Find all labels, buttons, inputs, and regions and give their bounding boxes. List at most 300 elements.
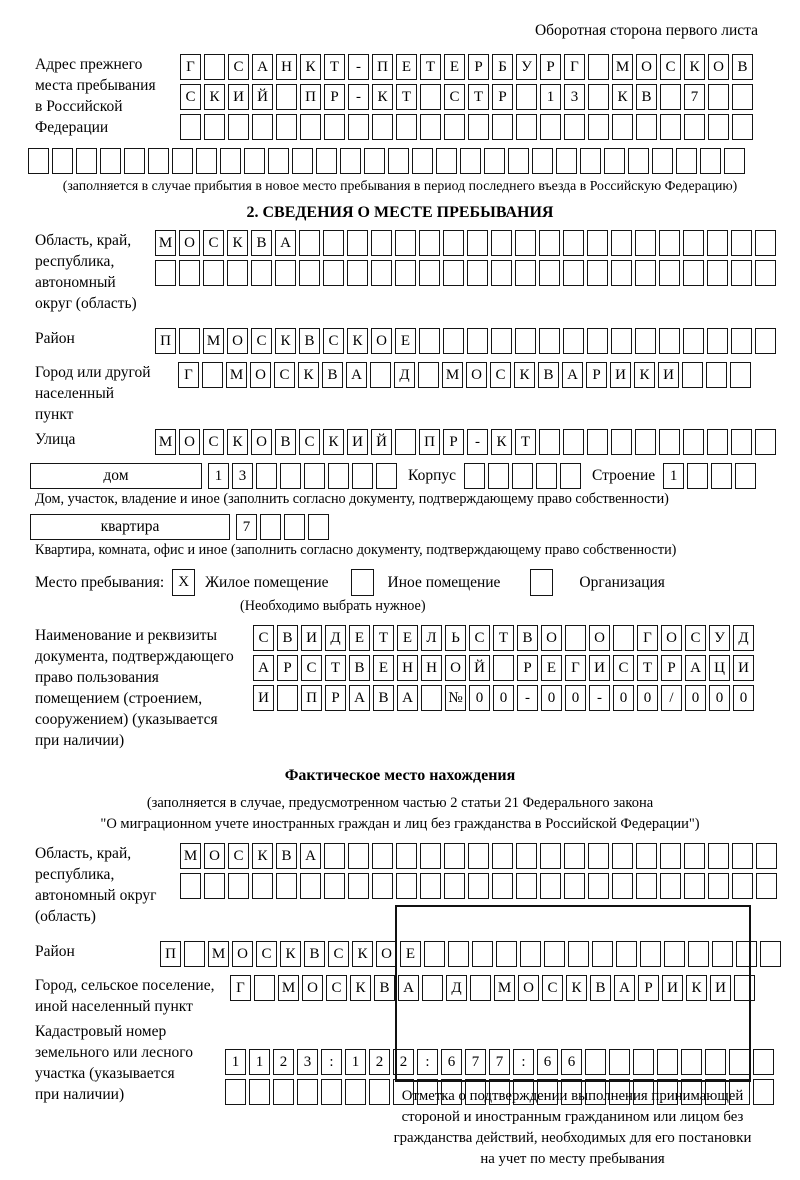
apartment-number-row[interactable] <box>236 514 332 540</box>
char-cell[interactable]: О <box>518 975 539 1001</box>
char-cell[interactable]: 1 <box>540 84 561 110</box>
char-cell[interactable]: Б <box>492 54 513 80</box>
char-cell[interactable] <box>611 328 632 354</box>
char-cell[interactable] <box>760 941 781 967</box>
char-cell[interactable]: В <box>277 625 298 651</box>
char-cell[interactable] <box>735 463 756 489</box>
char-cell[interactable]: Р <box>638 975 659 1001</box>
char-cell[interactable] <box>420 114 441 140</box>
char-cell[interactable]: С <box>203 429 224 455</box>
char-cell[interactable] <box>492 843 513 869</box>
stay-option-other-checkbox[interactable] <box>351 569 374 596</box>
char-cell[interactable]: Р <box>661 655 682 681</box>
char-cell[interactable] <box>660 84 681 110</box>
char-cell[interactable] <box>251 260 272 286</box>
char-cell[interactable] <box>732 873 753 899</box>
char-cell[interactable] <box>587 230 608 256</box>
char-cell[interactable] <box>179 260 200 286</box>
char-cell[interactable] <box>276 873 297 899</box>
char-cell[interactable]: О <box>302 975 323 1001</box>
char-cell[interactable]: 6 <box>441 1049 462 1075</box>
char-cell[interactable] <box>396 873 417 899</box>
char-cell[interactable]: И <box>589 655 610 681</box>
char-cell[interactable] <box>348 843 369 869</box>
char-cell[interactable] <box>516 873 537 899</box>
char-cell[interactable] <box>260 514 281 540</box>
char-cell[interactable]: Р <box>277 655 298 681</box>
char-cell[interactable]: К <box>352 941 373 967</box>
char-cell[interactable] <box>252 114 273 140</box>
char-cell[interactable]: 0 <box>469 685 490 711</box>
char-cell[interactable] <box>755 230 776 256</box>
char-cell[interactable] <box>443 260 464 286</box>
char-cell[interactable]: М <box>208 941 229 967</box>
char-cell[interactable] <box>659 328 680 354</box>
char-cell[interactable]: Д <box>733 625 754 651</box>
char-cell[interactable]: В <box>251 230 272 256</box>
char-cell[interactable] <box>204 873 225 899</box>
char-cell[interactable] <box>299 230 320 256</box>
char-cell[interactable]: О <box>636 54 657 80</box>
char-cell[interactable] <box>588 84 609 110</box>
char-cell[interactable]: К <box>280 941 301 967</box>
char-cell[interactable]: П <box>372 54 393 80</box>
char-cell[interactable] <box>612 843 633 869</box>
document-row-3[interactable] <box>253 685 757 711</box>
char-cell[interactable]: С <box>301 655 322 681</box>
char-cell[interactable]: Н <box>276 54 297 80</box>
char-cell[interactable]: - <box>589 685 610 711</box>
char-cell[interactable]: А <box>253 655 274 681</box>
char-cell[interactable]: И <box>710 975 731 1001</box>
char-cell[interactable]: С <box>542 975 563 1001</box>
char-cell[interactable] <box>684 843 705 869</box>
char-cell[interactable]: В <box>517 625 538 651</box>
char-cell[interactable] <box>515 230 536 256</box>
char-cell[interactable] <box>372 843 393 869</box>
char-cell[interactable]: - <box>467 429 488 455</box>
char-cell[interactable] <box>323 230 344 256</box>
char-cell[interactable]: К <box>347 328 368 354</box>
char-cell[interactable] <box>254 975 275 1001</box>
char-cell[interactable] <box>753 1049 774 1075</box>
char-cell[interactable]: Т <box>325 655 346 681</box>
char-cell[interactable] <box>276 114 297 140</box>
char-cell[interactable]: А <box>346 362 367 388</box>
char-cell[interactable]: Т <box>324 54 345 80</box>
char-cell[interactable]: А <box>275 230 296 256</box>
char-cell[interactable]: А <box>252 54 273 80</box>
char-cell[interactable]: М <box>278 975 299 1001</box>
char-cell[interactable]: И <box>733 655 754 681</box>
char-cell[interactable] <box>532 148 553 174</box>
char-cell[interactable] <box>252 873 273 899</box>
char-cell[interactable] <box>707 429 728 455</box>
char-cell[interactable]: М <box>612 54 633 80</box>
char-cell[interactable]: В <box>304 941 325 967</box>
char-cell[interactable] <box>488 463 509 489</box>
char-cell[interactable] <box>484 148 505 174</box>
char-cell[interactable]: Е <box>373 655 394 681</box>
char-cell[interactable]: 1 <box>663 463 684 489</box>
char-cell[interactable] <box>347 260 368 286</box>
char-cell[interactable] <box>731 260 752 286</box>
char-cell[interactable] <box>419 230 440 256</box>
char-cell[interactable] <box>396 843 417 869</box>
char-cell[interactable]: Е <box>444 54 465 80</box>
char-cell[interactable]: 1 <box>249 1049 270 1075</box>
char-cell[interactable] <box>324 843 345 869</box>
char-cell[interactable]: К <box>300 54 321 80</box>
char-cell[interactable]: 2 <box>273 1049 294 1075</box>
char-cell[interactable] <box>204 54 225 80</box>
char-cell[interactable] <box>516 843 537 869</box>
char-cell[interactable]: В <box>538 362 559 388</box>
char-cell[interactable]: Р <box>443 429 464 455</box>
char-cell[interactable] <box>683 260 704 286</box>
char-cell[interactable] <box>345 1079 366 1105</box>
char-cell[interactable]: О <box>251 429 272 455</box>
char-cell[interactable] <box>684 873 705 899</box>
prev-address-row-3[interactable] <box>180 114 756 140</box>
char-cell[interactable] <box>292 148 313 174</box>
char-cell[interactable] <box>275 260 296 286</box>
char-cell[interactable] <box>468 873 489 899</box>
char-cell[interactable] <box>652 148 673 174</box>
char-cell[interactable]: В <box>374 975 395 1001</box>
char-cell[interactable] <box>395 260 416 286</box>
char-cell[interactable]: О <box>179 429 200 455</box>
char-cell[interactable] <box>300 114 321 140</box>
char-cell[interactable]: Л <box>421 625 442 651</box>
char-cell[interactable] <box>708 84 729 110</box>
char-cell[interactable] <box>280 463 301 489</box>
prev-address-row-2[interactable] <box>180 84 756 110</box>
char-cell[interactable]: В <box>275 429 296 455</box>
char-cell[interactable] <box>540 114 561 140</box>
char-cell[interactable]: К <box>227 429 248 455</box>
char-cell[interactable]: В <box>299 328 320 354</box>
char-cell[interactable]: И <box>301 625 322 651</box>
stroenie-row[interactable] <box>663 463 759 489</box>
char-cell[interactable] <box>348 114 369 140</box>
char-cell[interactable]: К <box>227 230 248 256</box>
char-cell[interactable]: В <box>322 362 343 388</box>
char-cell[interactable] <box>323 260 344 286</box>
char-cell[interactable] <box>172 148 193 174</box>
char-cell[interactable] <box>635 429 656 455</box>
fact-region-row-1[interactable] <box>180 843 780 869</box>
char-cell[interactable]: С <box>180 84 201 110</box>
char-cell[interactable]: К <box>323 429 344 455</box>
city-row[interactable] <box>178 362 754 388</box>
char-cell[interactable]: О <box>661 625 682 651</box>
char-cell[interactable] <box>228 873 249 899</box>
char-cell[interactable]: № <box>445 685 466 711</box>
char-cell[interactable]: О <box>589 625 610 651</box>
char-cell[interactable] <box>468 114 489 140</box>
char-cell[interactable] <box>684 114 705 140</box>
char-cell[interactable] <box>444 843 465 869</box>
char-cell[interactable]: С <box>685 625 706 651</box>
char-cell[interactable] <box>687 463 708 489</box>
char-cell[interactable]: Й <box>469 655 490 681</box>
char-cell[interactable]: Г <box>180 54 201 80</box>
char-cell[interactable]: С <box>256 941 277 967</box>
char-cell[interactable] <box>371 260 392 286</box>
char-cell[interactable]: К <box>252 843 273 869</box>
char-cell[interactable] <box>539 429 560 455</box>
char-cell[interactable]: Е <box>395 328 416 354</box>
char-cell[interactable]: 7 <box>465 1049 486 1075</box>
char-cell[interactable]: К <box>298 362 319 388</box>
char-cell[interactable]: 2 <box>393 1049 414 1075</box>
char-cell[interactable] <box>539 328 560 354</box>
char-cell[interactable] <box>268 148 289 174</box>
char-cell[interactable] <box>730 362 751 388</box>
char-cell[interactable] <box>588 873 609 899</box>
char-cell[interactable] <box>491 230 512 256</box>
char-cell[interactable] <box>756 873 777 899</box>
char-cell[interactable] <box>707 260 728 286</box>
char-cell[interactable]: - <box>517 685 538 711</box>
char-cell[interactable]: К <box>275 328 296 354</box>
char-cell[interactable]: 7 <box>489 1049 510 1075</box>
char-cell[interactable] <box>467 230 488 256</box>
char-cell[interactable] <box>613 625 634 651</box>
char-cell[interactable]: М <box>442 362 463 388</box>
char-cell[interactable]: С <box>326 975 347 1001</box>
char-cell[interactable]: С <box>274 362 295 388</box>
char-cell[interactable] <box>706 362 727 388</box>
char-cell[interactable]: И <box>662 975 683 1001</box>
char-cell[interactable]: Р <box>492 84 513 110</box>
char-cell[interactable]: К <box>491 429 512 455</box>
char-cell[interactable] <box>659 260 680 286</box>
char-cell[interactable] <box>588 114 609 140</box>
char-cell[interactable] <box>468 843 489 869</box>
char-cell[interactable]: И <box>658 362 679 388</box>
char-cell[interactable] <box>491 260 512 286</box>
char-cell[interactable]: С <box>323 328 344 354</box>
char-cell[interactable] <box>682 362 703 388</box>
char-cell[interactable] <box>304 463 325 489</box>
char-cell[interactable] <box>587 260 608 286</box>
document-row-2[interactable] <box>253 655 757 681</box>
char-cell[interactable]: К <box>372 84 393 110</box>
char-cell[interactable] <box>376 463 397 489</box>
char-cell[interactable] <box>732 114 753 140</box>
char-cell[interactable]: Г <box>565 655 586 681</box>
char-cell[interactable]: П <box>160 941 181 967</box>
char-cell[interactable]: Г <box>637 625 658 651</box>
char-cell[interactable] <box>565 625 586 651</box>
char-cell[interactable] <box>588 54 609 80</box>
char-cell[interactable] <box>731 328 752 354</box>
char-cell[interactable]: Е <box>541 655 562 681</box>
char-cell[interactable] <box>635 328 656 354</box>
char-cell[interactable] <box>348 873 369 899</box>
char-cell[interactable] <box>564 114 585 140</box>
char-cell[interactable]: Г <box>178 362 199 388</box>
char-cell[interactable] <box>700 148 721 174</box>
char-cell[interactable] <box>180 114 201 140</box>
char-cell[interactable]: М <box>155 230 176 256</box>
char-cell[interactable]: / <box>661 685 682 711</box>
char-cell[interactable]: М <box>155 429 176 455</box>
char-cell[interactable]: Д <box>446 975 467 1001</box>
char-cell[interactable] <box>100 148 121 174</box>
char-cell[interactable] <box>444 114 465 140</box>
char-cell[interactable]: Т <box>420 54 441 80</box>
char-cell[interactable]: Р <box>540 54 561 80</box>
char-cell[interactable]: К <box>634 362 655 388</box>
char-cell[interactable] <box>227 260 248 286</box>
char-cell[interactable]: Ц <box>709 655 730 681</box>
char-cell[interactable]: Й <box>252 84 273 110</box>
char-cell[interactable]: П <box>300 84 321 110</box>
char-cell[interactable]: : <box>417 1049 438 1075</box>
char-cell[interactable] <box>731 429 752 455</box>
char-cell[interactable]: У <box>516 54 537 80</box>
char-cell[interactable]: 2 <box>369 1049 390 1075</box>
korpus-row[interactable] <box>464 463 584 489</box>
char-cell[interactable] <box>467 328 488 354</box>
char-cell[interactable]: Д <box>325 625 346 651</box>
char-cell[interactable] <box>660 843 681 869</box>
char-cell[interactable]: А <box>614 975 635 1001</box>
char-cell[interactable] <box>460 148 481 174</box>
char-cell[interactable]: Р <box>586 362 607 388</box>
char-cell[interactable]: Н <box>397 655 418 681</box>
char-cell[interactable] <box>492 114 513 140</box>
char-cell[interactable]: О <box>445 655 466 681</box>
char-cell[interactable] <box>564 843 585 869</box>
house-type-box[interactable]: дом <box>30 463 202 489</box>
char-cell[interactable]: - <box>348 84 369 110</box>
char-cell[interactable] <box>492 873 513 899</box>
char-cell[interactable] <box>179 328 200 354</box>
char-cell[interactable] <box>564 873 585 899</box>
char-cell[interactable]: Т <box>493 625 514 651</box>
char-cell[interactable] <box>540 873 561 899</box>
char-cell[interactable]: С <box>490 362 511 388</box>
char-cell[interactable] <box>588 843 609 869</box>
char-cell[interactable] <box>683 429 704 455</box>
char-cell[interactable]: К <box>686 975 707 1001</box>
char-cell[interactable]: Р <box>468 54 489 80</box>
char-cell[interactable]: Т <box>396 84 417 110</box>
char-cell[interactable] <box>364 148 385 174</box>
char-cell[interactable] <box>580 148 601 174</box>
char-cell[interactable]: И <box>253 685 274 711</box>
char-cell[interactable]: К <box>612 84 633 110</box>
char-cell[interactable] <box>635 260 656 286</box>
char-cell[interactable]: О <box>232 941 253 967</box>
char-cell[interactable]: 0 <box>685 685 706 711</box>
char-cell[interactable]: : <box>321 1049 342 1075</box>
char-cell[interactable]: Т <box>468 84 489 110</box>
char-cell[interactable]: 7 <box>236 514 257 540</box>
char-cell[interactable]: 6 <box>537 1049 558 1075</box>
char-cell[interactable]: Г <box>564 54 585 80</box>
char-cell[interactable] <box>273 1079 294 1105</box>
char-cell[interactable]: Г <box>230 975 251 1001</box>
char-cell[interactable] <box>676 148 697 174</box>
char-cell[interactable] <box>28 148 49 174</box>
char-cell[interactable] <box>52 148 73 174</box>
char-cell[interactable] <box>203 260 224 286</box>
char-cell[interactable]: О <box>179 230 200 256</box>
char-cell[interactable]: С <box>444 84 465 110</box>
char-cell[interactable] <box>611 230 632 256</box>
char-cell[interactable]: Р <box>517 655 538 681</box>
char-cell[interactable]: К <box>204 84 225 110</box>
char-cell[interactable] <box>563 230 584 256</box>
char-cell[interactable]: М <box>180 843 201 869</box>
char-cell[interactable] <box>443 328 464 354</box>
stay-option-organization-checkbox[interactable] <box>530 569 553 596</box>
char-cell[interactable] <box>395 429 416 455</box>
char-cell[interactable] <box>370 362 391 388</box>
char-cell[interactable] <box>244 148 265 174</box>
char-cell[interactable] <box>328 463 349 489</box>
char-cell[interactable] <box>340 148 361 174</box>
char-cell[interactable]: С <box>660 54 681 80</box>
char-cell[interactable] <box>707 230 728 256</box>
char-cell[interactable] <box>421 685 442 711</box>
char-cell[interactable]: С <box>613 655 634 681</box>
document-row-1[interactable] <box>253 625 757 651</box>
char-cell[interactable] <box>587 429 608 455</box>
char-cell[interactable]: В <box>373 685 394 711</box>
char-cell[interactable] <box>277 685 298 711</box>
char-cell[interactable]: 0 <box>709 685 730 711</box>
char-cell[interactable] <box>316 148 337 174</box>
char-cell[interactable] <box>536 463 557 489</box>
prev-address-row-4[interactable] <box>28 148 800 174</box>
char-cell[interactable]: С <box>203 230 224 256</box>
char-cell[interactable]: В <box>636 84 657 110</box>
char-cell[interactable]: П <box>301 685 322 711</box>
char-cell[interactable] <box>347 230 368 256</box>
char-cell[interactable]: О <box>250 362 271 388</box>
char-cell[interactable]: 3 <box>232 463 253 489</box>
char-cell[interactable] <box>563 260 584 286</box>
char-cell[interactable]: А <box>398 975 419 1001</box>
char-cell[interactable]: В <box>732 54 753 80</box>
char-cell[interactable] <box>443 230 464 256</box>
char-cell[interactable] <box>228 114 249 140</box>
char-cell[interactable] <box>76 148 97 174</box>
char-cell[interactable] <box>388 148 409 174</box>
char-cell[interactable]: П <box>155 328 176 354</box>
char-cell[interactable]: Й <box>371 429 392 455</box>
char-cell[interactable]: Т <box>515 429 536 455</box>
char-cell[interactable]: 1 <box>208 463 229 489</box>
char-cell[interactable]: В <box>276 843 297 869</box>
region-row-1[interactable] <box>155 230 779 256</box>
char-cell[interactable] <box>612 873 633 899</box>
char-cell[interactable] <box>636 873 657 899</box>
char-cell[interactable]: 0 <box>565 685 586 711</box>
char-cell[interactable]: В <box>590 975 611 1001</box>
char-cell[interactable] <box>352 463 373 489</box>
char-cell[interactable] <box>180 873 201 899</box>
char-cell[interactable]: Р <box>325 685 346 711</box>
prev-address-row-1[interactable] <box>180 54 756 80</box>
char-cell[interactable] <box>299 260 320 286</box>
